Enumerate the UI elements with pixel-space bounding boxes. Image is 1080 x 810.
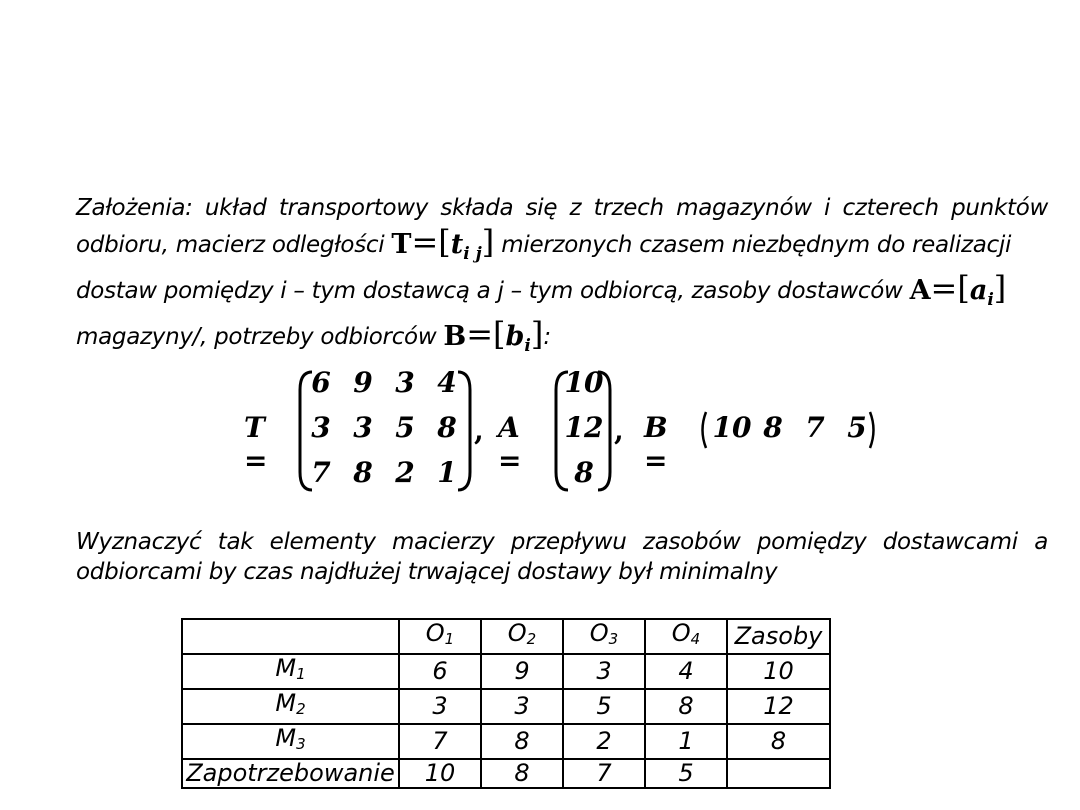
t-cell: 2 <box>395 456 415 489</box>
t-symbol: T <box>391 229 412 260</box>
t-matrix-label: T = <box>244 411 268 477</box>
assumptions-line-4-colon: : <box>543 324 551 350</box>
row-header <box>182 689 399 724</box>
row-header <box>182 724 399 759</box>
header-base: O <box>589 619 609 647</box>
table-cell: 3 <box>399 689 481 724</box>
assumptions-line-2-end: mierzonych czasem niezbędnym do realizacji <box>501 232 1012 258</box>
row-sub: 3 <box>296 735 306 753</box>
t-matrix <box>298 366 478 496</box>
empty-cell <box>727 759 830 788</box>
a-comma: , <box>614 414 624 447</box>
t-comma: , <box>474 414 484 447</box>
b-cell: 8 <box>763 411 783 444</box>
t-element: t <box>450 229 464 260</box>
demand-cell: 10 <box>399 759 481 788</box>
b-left-paren <box>696 410 708 450</box>
a-cell: 10 <box>564 366 604 399</box>
table-cell: 2 <box>563 724 645 759</box>
header-sub: 4 <box>690 630 701 648</box>
row-base: M <box>275 724 297 752</box>
table-cell: 3 <box>481 689 563 724</box>
table-cell: 8 <box>481 724 563 759</box>
assumptions-line-3-text: dostaw pomiędzy i – tym dostawcą a j – tym odbiorcą, zasoby dostawców <box>76 278 903 304</box>
a-vector-label: A = <box>498 411 522 477</box>
supply-vector-formula <box>909 269 1007 310</box>
column-header <box>645 619 727 654</box>
b-close: ] <box>530 315 544 353</box>
table-header-row <box>182 619 830 654</box>
t-cell: 8 <box>437 411 457 444</box>
b-cell: 7 <box>805 411 825 444</box>
supply-cell: 8 <box>727 724 830 759</box>
row-sub: 2 <box>296 700 306 718</box>
header-sub: 3 <box>608 630 619 648</box>
t-cell: 3 <box>395 366 415 399</box>
a-symbol: A <box>909 275 931 306</box>
assumptions-line-3 <box>76 271 1048 317</box>
demand-label: Zapotrzebowanie <box>182 759 399 788</box>
supply-cell: 12 <box>727 689 830 724</box>
table-cell: 6 <box>399 654 481 689</box>
demand-cell: 8 <box>481 759 563 788</box>
t-cell: 3 <box>311 411 331 444</box>
assumptions-line-2-start: odbioru, macierz odległości <box>76 232 385 258</box>
assumptions-line-2 <box>76 225 1048 271</box>
a-element: a <box>969 275 988 306</box>
row-base: M <box>275 689 297 717</box>
t-cell: 8 <box>353 456 373 489</box>
table-cell: 7 <box>399 724 481 759</box>
b-symbol: B <box>443 321 467 352</box>
b-cell: 10 <box>712 411 752 444</box>
a-subscript: i <box>987 290 994 310</box>
a-cell: 12 <box>564 411 604 444</box>
t-eq: =[ <box>411 223 451 261</box>
table-cell: 4 <box>645 654 727 689</box>
a-right-bracket <box>596 370 614 492</box>
header-sub: 1 <box>444 630 455 648</box>
header-sub: 2 <box>526 630 537 648</box>
assumptions-line-4-text: magazyny/, potrzeby odbiorców <box>76 324 437 350</box>
t-cell: 5 <box>395 411 415 444</box>
table-cell: 9 <box>481 654 563 689</box>
distance-matrix-formula <box>391 223 495 264</box>
t-subscript: i j <box>463 244 482 264</box>
t-close: ] <box>481 223 495 261</box>
column-header <box>481 619 563 654</box>
a-cell: 8 <box>574 456 594 489</box>
task-line-1: Wyznaczyć tak elementy macierzy przepływu zasobów pomiędzy dostawcami a <box>76 529 1048 555</box>
column-header <box>563 619 645 654</box>
supply-cell: 10 <box>727 654 830 689</box>
table-corner-cell <box>182 619 399 654</box>
demand-row <box>182 759 830 788</box>
transport-table <box>181 618 831 789</box>
table-cell: 8 <box>645 689 727 724</box>
assumptions-line-4 <box>76 317 1048 363</box>
t-cell: 9 <box>353 366 373 399</box>
table-cell: 1 <box>645 724 727 759</box>
header-base: O <box>671 619 691 647</box>
row-header <box>182 654 399 689</box>
assumptions-paragraph <box>76 191 1048 363</box>
header-base: O <box>507 619 527 647</box>
b-vector-label: B = <box>644 411 668 477</box>
t-cell: 6 <box>311 366 331 399</box>
task-line-2: odbiorcami by czas najdłużej trwającej dostawy był minimalny <box>76 559 778 585</box>
b-cell: 5 <box>847 411 867 444</box>
table-cell: 3 <box>563 654 645 689</box>
header-base: O <box>425 619 445 647</box>
table-row <box>182 689 830 724</box>
t-cell: 7 <box>311 456 331 489</box>
a-close: ] <box>993 269 1007 307</box>
t-cell: 4 <box>437 366 457 399</box>
task-paragraph <box>76 527 1048 587</box>
assumptions-line-1: Założenia: układ transportowy składa się z trzech magazynów i czterech punktów <box>76 195 1048 221</box>
table-cell: 5 <box>563 689 645 724</box>
b-subscript: i <box>524 336 531 356</box>
demand-cell: 5 <box>645 759 727 788</box>
t-right-bracket <box>456 370 474 492</box>
b-element: b <box>505 321 525 352</box>
demand-cell: 7 <box>563 759 645 788</box>
row-sub: 1 <box>296 665 306 683</box>
column-header <box>399 619 481 654</box>
supply-header: Zasoby <box>727 619 830 654</box>
a-eq: =[ <box>930 269 970 307</box>
t-cell: 3 <box>353 411 373 444</box>
table-row <box>182 724 830 759</box>
b-eq: =[ <box>466 315 506 353</box>
demand-vector-formula <box>443 315 544 356</box>
t-cell: 1 <box>437 456 457 489</box>
b-right-paren <box>868 410 880 450</box>
table-row <box>182 654 830 689</box>
row-base: M <box>275 654 297 682</box>
